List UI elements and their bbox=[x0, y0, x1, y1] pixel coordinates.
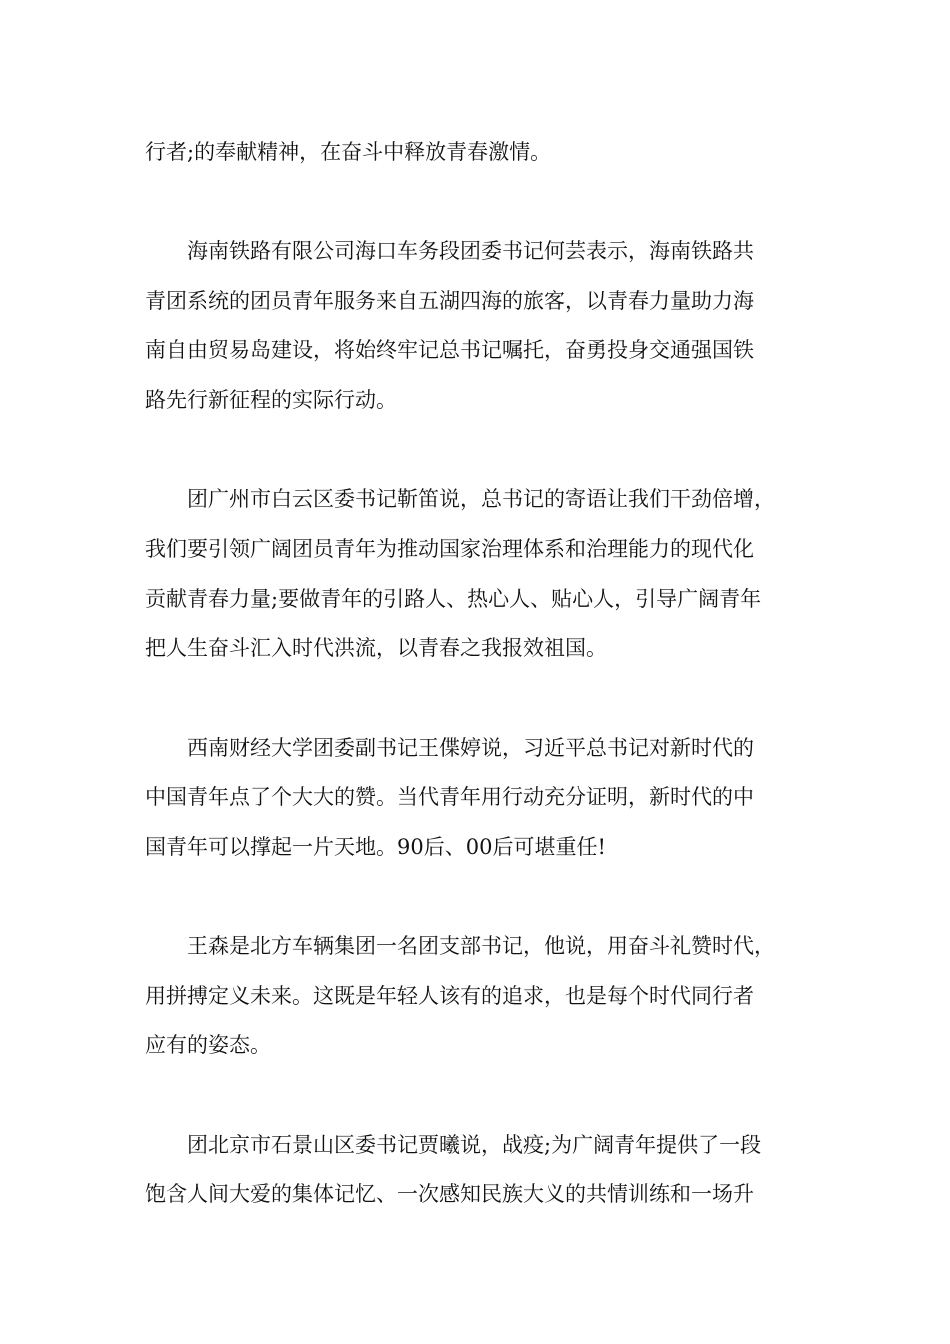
text-line: 把人生奋斗汇入时代洪流，以青春之我报效祖国。 bbox=[145, 636, 607, 660]
text-line: 应有的姿态。 bbox=[145, 1033, 271, 1057]
text-line: 用拼搏定义未来。这既是年轻人该有的追求，也是每个时代同行者 bbox=[145, 984, 754, 1008]
text-line: 饱含人间大爱的集体记忆、一次感知民族大义的共情训练和一场升 bbox=[145, 1182, 754, 1206]
text-line: 团广州市白云区委书记靳笛说，总书记的寄语让我们干劲倍增， bbox=[145, 487, 775, 511]
text-line: 路先行新征程的实际行动。 bbox=[145, 388, 397, 412]
text-line: 海南铁路有限公司海口车务段团委书记何芸表示，海南铁路共 bbox=[145, 239, 754, 263]
text-line: 我们要引领广阔团员青年为推动国家治理体系和治理能力的现代化 bbox=[145, 537, 754, 561]
text-line: 行者;的奉献精神，在奋斗中释放青春激情。 bbox=[145, 140, 552, 164]
text-line: 青团系统的团员青年服务来自五湖四海的旅客，以青春力量助力海 bbox=[145, 289, 754, 313]
text-line: 中国青年点了个大大的赞。当代青年用行动充分证明，新时代的中 bbox=[145, 785, 754, 809]
text-line: 国青年可以撑起一片天地。90后、00后可堪重任! bbox=[145, 835, 606, 859]
text-line: 团北京市石景山区委书记贾曦说，战疫;为广阔青年提供了一段 bbox=[145, 1133, 762, 1157]
text-line: 王森是北方车辆集团一名团支部书记，他说，用奋斗礼赞时代， bbox=[145, 934, 775, 958]
text-line: 南自由贸易岛建设，将始终牢记总书记嘱托，奋勇投身交通强国铁 bbox=[145, 338, 754, 362]
text-line: 西南财经大学团委副书记王偞婷说，习近平总书记对新时代的 bbox=[145, 736, 754, 760]
text-line: 贡献青春力量;要做青年的引路人、热心人、贴心人，引导广阔青年 bbox=[145, 587, 762, 611]
